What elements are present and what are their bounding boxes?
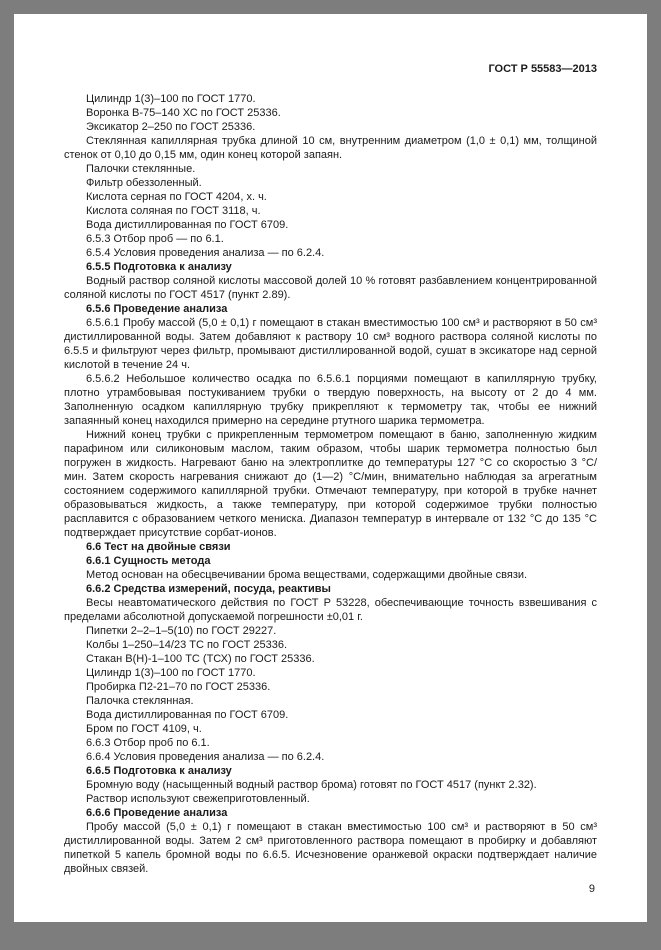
- paragraph: Стакан В(Н)-1–100 ТС (ТСХ) по ГОСТ 25336.: [86, 653, 315, 665]
- paragraph: Нижний конец трубки с прикрепленным термометром помещают в баню, заполненную жидким парафином или силиконовым маслом, таким образом, чтобы шарик термометра полностью был погружен в жидкость. Нагревают баню на электроплитке до температуры 127 °С со скоростью 3 °С/мин. Затем скорость нагревания снижают до (1—2) °С/мин, внимательно наблюдая за агрегатным состоянием содержимого капиллярной трубки. Отмечают температуру, при которой в трубке начнет образовываться жидкость, а также температуру, при которой содержимое трубки полностью расплавится с образованием четкого мениска. Диапазон температур в интервале от 132 °С до 135 °С подтверждает присутствие сорбат-ионов.: [64, 429, 597, 539]
- paragraph: Вода дистиллированная по ГОСТ 6709.: [86, 709, 289, 721]
- paragraph: Палочки стеклянные.: [86, 163, 196, 175]
- document-content: [64, 92, 597, 876]
- paragraph: Пробу массой (5,0 ± 0,1) г помещают в стакан вместимостью 100 см³ и растворяют в 50 см³ дистиллированной воды. Затем 2 см³ приготовленного раствора помещают в пробирку и добавляют пипеткой 5 капель бромной воды по 6.6.5. Исчезновение оранжевой окраски подтверждает наличие двойных связей.: [64, 821, 597, 875]
- paragraph: Вода дистиллированная по ГОСТ 6709.: [86, 219, 289, 231]
- document-header: ГОСТ Р 55583—2013: [488, 63, 597, 75]
- section-heading: 6.6.6 Проведение анализа: [86, 807, 228, 819]
- section-heading: 6.5.6 Проведение анализа: [86, 303, 228, 315]
- paragraph: Цилиндр 1(3)–100 по ГОСТ 1770.: [86, 667, 256, 679]
- section-heading: 6.5.5 Подготовка к анализу: [86, 261, 232, 273]
- paragraph: Колбы 1–250–14/23 ТС по ГОСТ 25336.: [86, 639, 287, 651]
- paragraph: Воронка В-75–140 ХС по ГОСТ 25336.: [86, 107, 281, 119]
- section-heading: 6.6.2 Средства измерений, посуда, реактивы: [86, 583, 331, 595]
- paragraph: 6.6.4 Условия проведения анализа — по 6.2.4.: [86, 751, 325, 763]
- paragraph: Бромную воду (насыщенный водный раствор брома) готовят по ГОСТ 4517 (пункт 2.32).: [86, 779, 537, 791]
- paragraph: Бром по ГОСТ 4109, ч.: [86, 723, 202, 735]
- paragraph: Водный раствор соляной кислоты массовой долей 10 % готовят разбавлением концентрированной соляной кислоты по ГОСТ 4517 (пункт 2.89).: [64, 275, 597, 301]
- paragraph: Кислота соляная по ГОСТ 3118, ч.: [86, 205, 261, 217]
- paragraph: Цилиндр 1(3)–100 по ГОСТ 1770.: [86, 93, 256, 105]
- paragraph: Кислота серная по ГОСТ 4204, х. ч.: [86, 191, 267, 203]
- paragraph: Метод основан на обесцвечивании брома веществами, содержащими двойные связи.: [86, 569, 528, 581]
- paragraph: Пипетки 2–2–1–5(10) по ГОСТ 29227.: [86, 625, 277, 637]
- section-heading: 6.6 Тест на двойные связи: [86, 541, 231, 553]
- section-heading: 6.6.5 Подготовка к анализу: [86, 765, 232, 777]
- paragraph: Эксикатор 2–250 по ГОСТ 25336.: [86, 121, 256, 133]
- paragraph: 6.5.6.2 Небольшое количество осадка по 6.5.6.1 порциями помещают в капиллярную трубку, плотно утрамбовывая постукиванием трубки о твердую поверхность, на высоту от 2 до 4 мм. Заполненную осадком капиллярную трубку прикрепляют к термометру так, чтобы ее нижний запаянный конец находился примерно на середине ртутного шарика термометра.: [64, 373, 597, 427]
- paragraph: 6.6.3 Отбор проб по 6.1.: [86, 737, 210, 749]
- paragraph: 6.5.3 Отбор проб — по 6.1.: [86, 233, 224, 245]
- paragraph: Весы неавтоматического действия по ГОСТ Р 53228, обеспечивающие точность взвешивания с пределами абсолютной допускаемой погрешности ±0,01 г.: [64, 597, 597, 623]
- section-heading: 6.6.1 Сущность метода: [86, 555, 211, 567]
- paragraph: 6.5.4 Условия проведения анализа — по 6.2.4.: [86, 247, 325, 259]
- document-page: [14, 14, 647, 922]
- paragraph: Стеклянная капиллярная трубка длиной 10 см, внутренним диаметром (1,0 ± 0,1) мм, толщиной стенок от 0,10 до 0,15 мм, один конец которой запаян.: [64, 135, 597, 161]
- paragraph: Раствор используют свежеприготовленный.: [86, 793, 310, 805]
- paragraph: Фильтр обеззоленный.: [86, 177, 202, 189]
- paragraph: Пробирка П2-21–70 по ГОСТ 25336.: [86, 681, 271, 693]
- paragraph: Палочка стеклянная.: [86, 695, 194, 707]
- paragraph: 6.5.6.1 Пробу массой (5,0 ± 0,1) г помещают в стакан вместимостью 100 см³ и растворяют в 50 см³ дистиллированной воды. Затем добавляют к раствору 10 см³ водного раствора соляной кислоты по 6.5.5 и фильтруют через фильтр, промывают дистиллированной водой, сушат в эксикаторе над серной кислотой в течение 24 ч.: [64, 317, 597, 371]
- page-number: 9: [588, 883, 595, 895]
